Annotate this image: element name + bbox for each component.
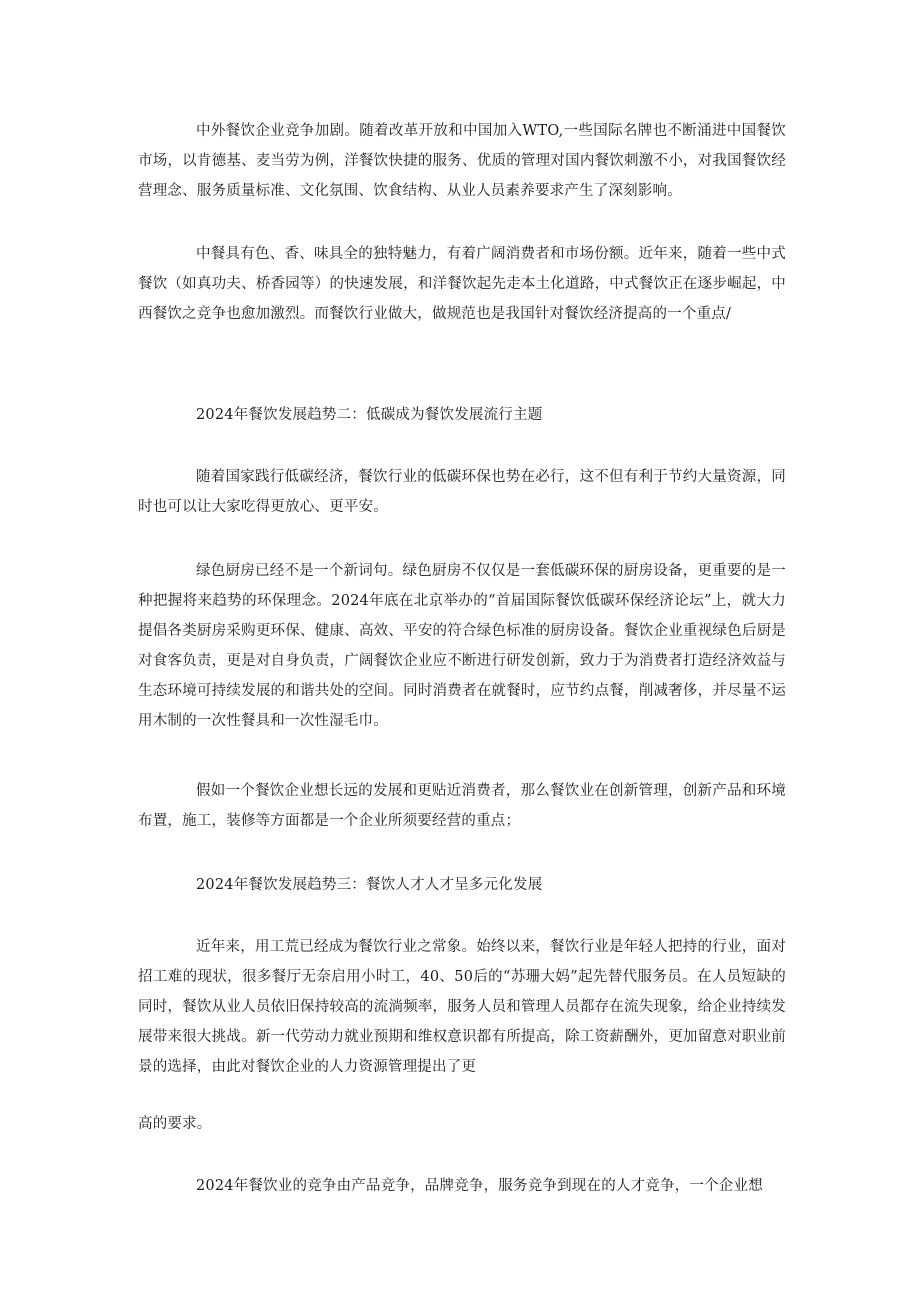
paragraph-chinese-cuisine: 中餐具有色、香、味具全的独特魅力，有着广阔消费者和市场份额。近年来，随着一些中式餐饮（如真功夫、桥香园等）的快速发展，和洋餐饮起先走本土化道路，中式餐饮正在逐步崛起，中西餐饮之竞争也愈加激烈。而餐饮行业做大，做规范也是我国针对餐饮经济提高的一个重点/ xyxy=(138,246,786,322)
paragraph-innovation: 假如一个餐饮企业想长远的发展和更贴近消费者，那么餐饮业在创新管理，创新产品和环境布置，施工，装修等方面都是一个企业所须要经营的重点； xyxy=(138,783,786,829)
paragraph-continuation: 高的要求。 xyxy=(138,1116,212,1132)
heading-trend-two: 2024年餐饮发展趋势二：低碳成为餐饮发展流行主题 xyxy=(196,407,543,423)
paragraph-foreign-competition: 中外餐饮企业竞争加剧。随着改革开放和中国加入WTO,一些国际名牌也不断涌进中国餐饮市场，以肯德基、麦当劳为例，洋餐饮快捷的服务、优质的管理对国内餐饮刺激不小，对我国餐饮经营理念、服务质量标准、文化氛围、饮食结构、从业人员素养要求产生了深刻影响。 xyxy=(138,123,786,199)
paragraph-green-kitchen: 绿色厨房已经不是一个新词句。绿色厨房不仅仅是一套低碳环保的厨房设备，更重要的是一种把握将来趋势的环保理念。2024年底在北京举办的“首届国际餐饮低碳环保经济论坛”上，就大力提倡各类厨房采购更环保、健康、高效、平安的符合绿色标准的厨房设备。餐饮企业重视绿色后厨是对食客负责，更是对自身负责，广阔餐饮企业应不断进行研发创新，致力于为消费者打造经济效益与生态环境可持续发展的和谐共处的空间。同时消费者在就餐时，应节约点餐，削减奢侈，并尽量不运用木制的一次性餐具和一次性湿毛巾。 xyxy=(138,563,786,729)
heading-trend-three: 2024年餐饮发展趋势三：餐饮人才人才呈多元化发展 xyxy=(196,877,543,893)
paragraph-labor-shortage: 近年来，用工荒已经成为餐饮行业之常象。始终以来，餐饮行业是年轻人把持的行业，面对招工难的现状，很多餐厅无奈启用小时工，40、50后的“苏珊大妈”起先替代服务员。在人员短缺的同时，餐饮从业人员依旧保持较高的流淌频率，服务人员和管理人员都存在流失现象，给企业持续发展带来很大挑战。新一代劳动力就业预期和维权意识都有所提高，除工资薪酬外，更加留意对职业前景的选择，由此对餐饮企业的人力资源管理提出了更 xyxy=(138,939,786,1075)
paragraph-low-carbon: 随着国家践行低碳经济，餐饮行业的低碳环保也势在必行，这不但有利于节约大量资源，同时也可以让大家吃得更放心、更平安。 xyxy=(138,469,786,515)
paragraph-talent-competition: 2024年餐饮业的竞争由产品竞争，品牌竞争，服务竞争到现在的人才竞争，一个企业想 xyxy=(196,1178,763,1194)
